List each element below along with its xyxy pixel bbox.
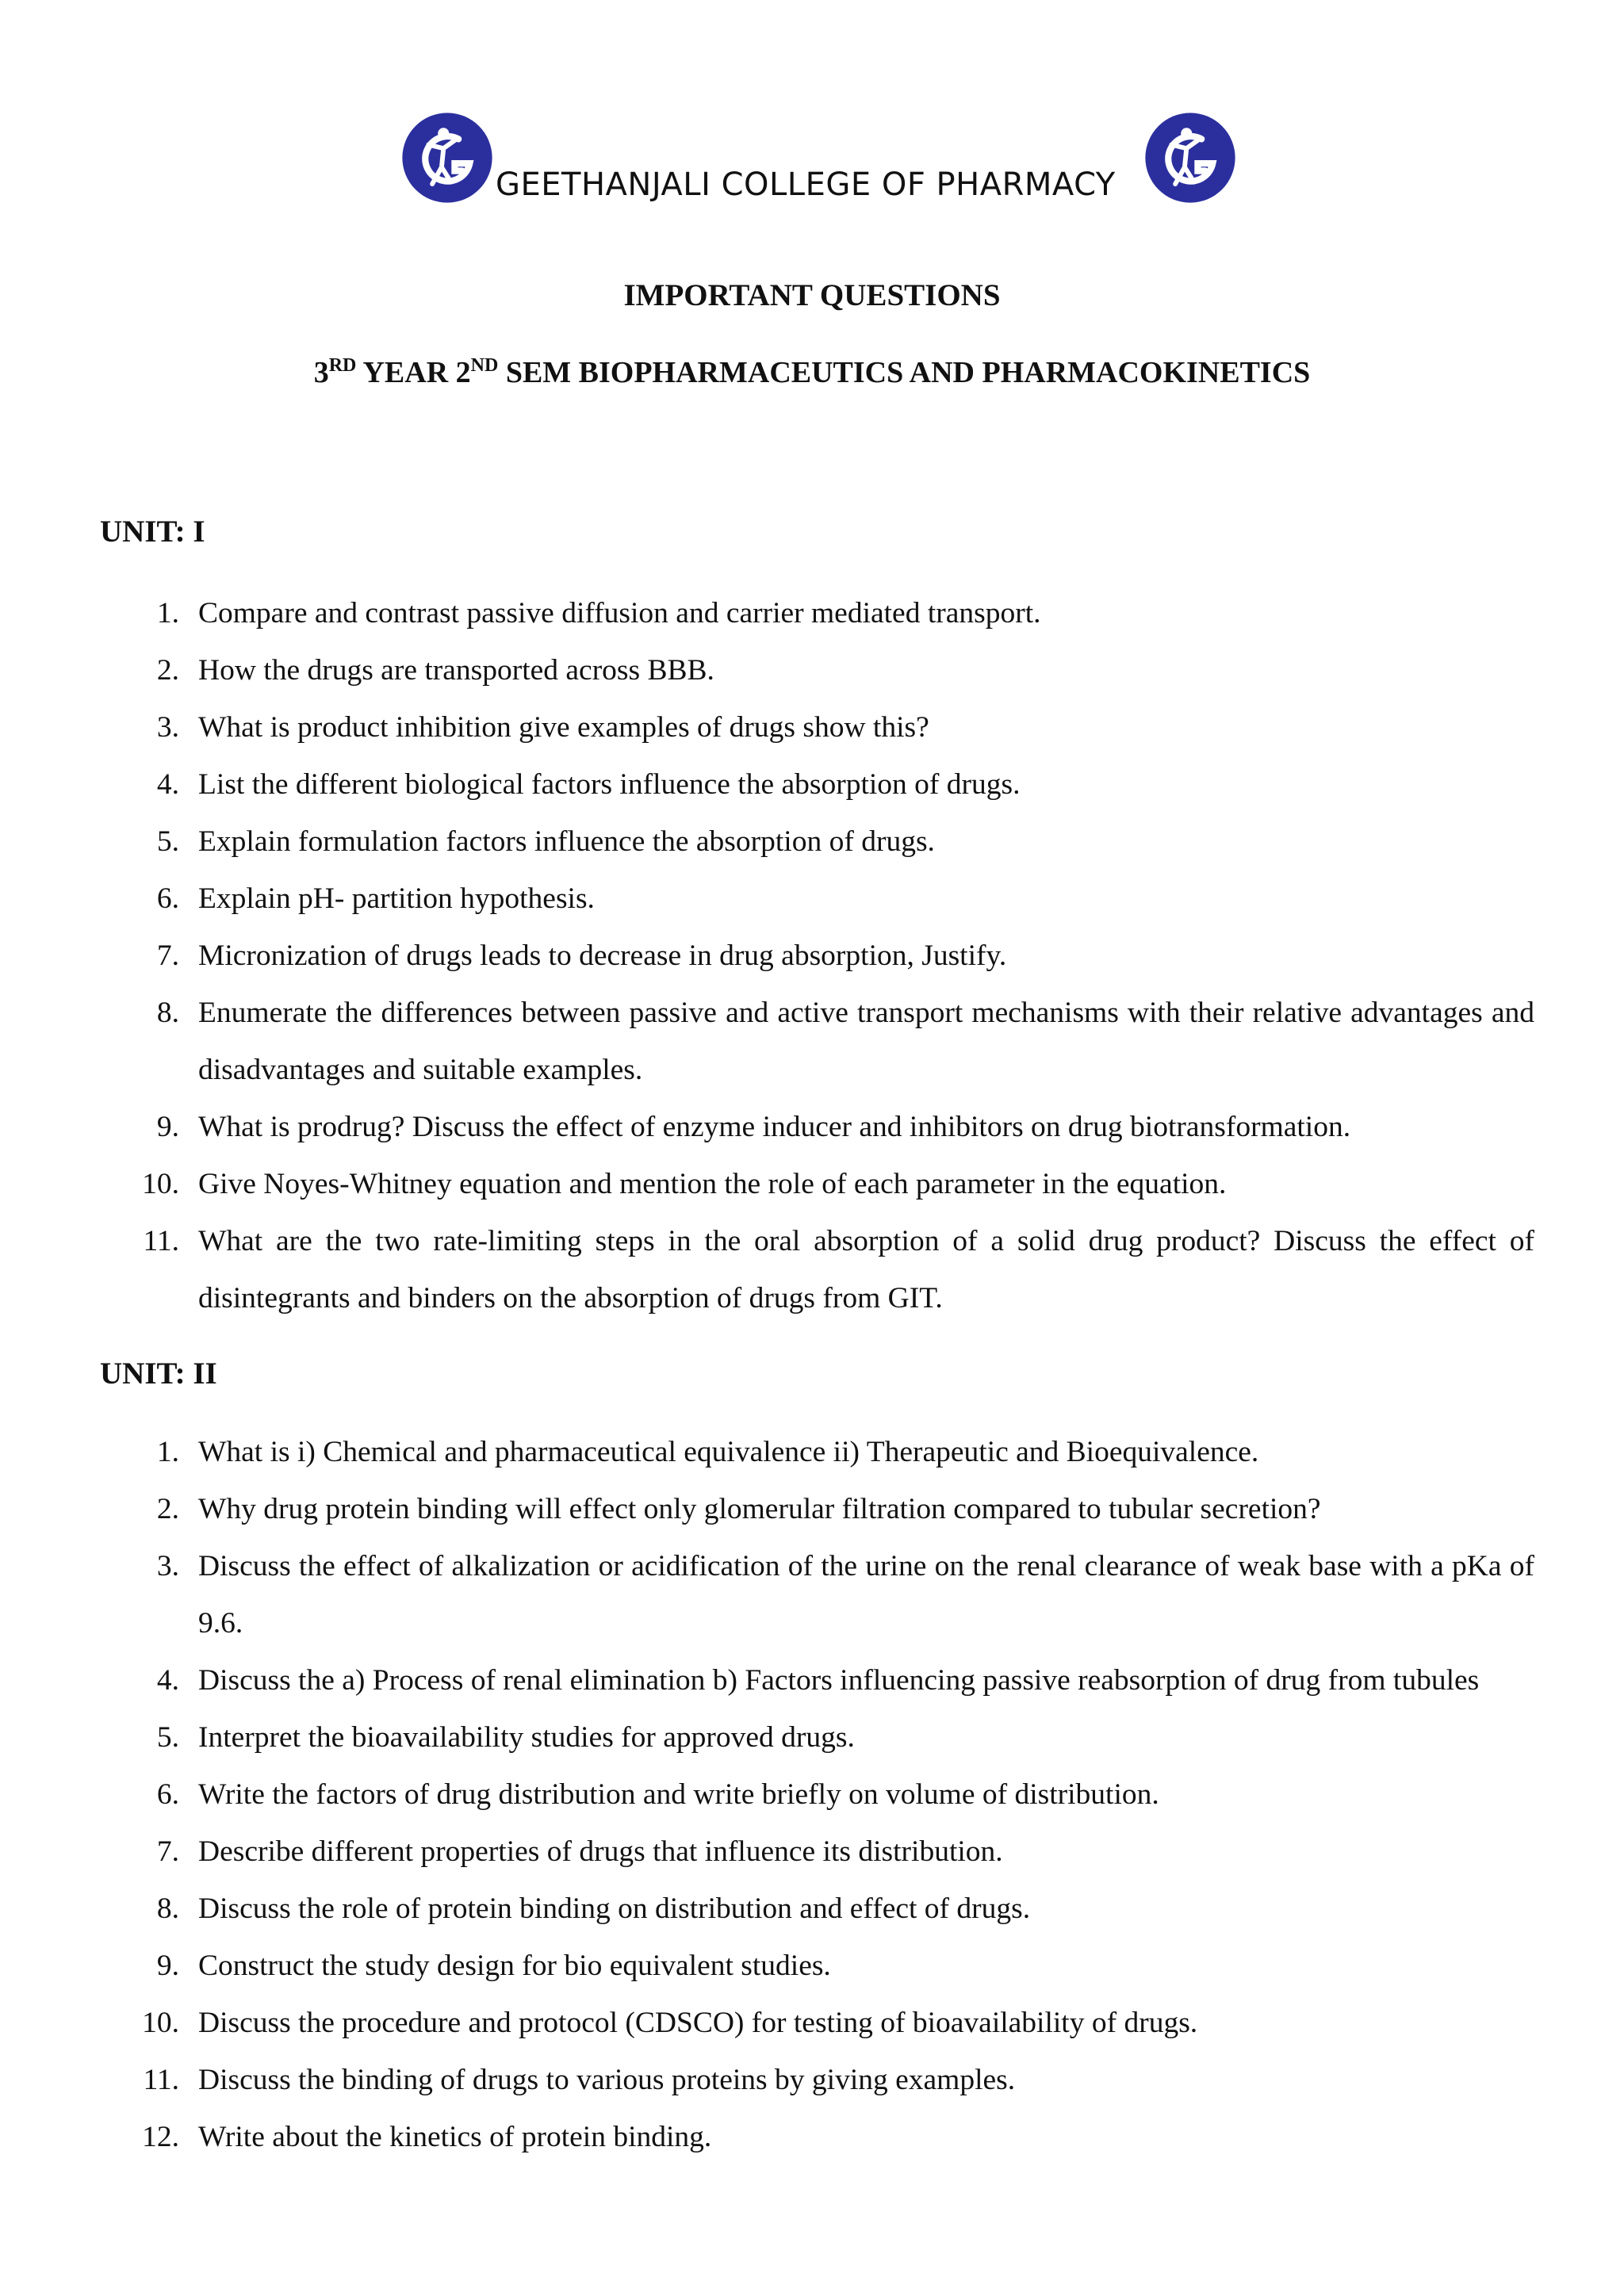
question-item [0, 2109, 1624, 2166]
question-item [0, 1938, 1624, 1995]
question-text: Explain formulation factors influence the absorption of drugs. [198, 825, 935, 858]
question-number: 12. [142, 2121, 179, 2153]
question-item [0, 1995, 1624, 2052]
question-text: Enumerate the differences between passive and active transport mechanisms with their relative advantages and disadvantages and suitable examples. [198, 997, 1534, 1086]
question-text: Discuss the binding of drugs to various proteins by giving examples. [198, 2064, 1016, 2096]
question-number: 3. [156, 1550, 179, 1582]
page-header [0, 111, 1624, 222]
question-text: Give Noyes-Whitney equation and mention the role of each parameter in the equation. [198, 1168, 1227, 1200]
question-item [0, 1213, 1624, 1327]
gcp-logo-icon [400, 111, 494, 205]
question-number: 2. [156, 1493, 179, 1525]
question-text: What is i) Chemical and pharmaceutical equivalence ii) Therapeutic and Bioequivalence. [198, 1436, 1259, 1468]
question-text: Describe different properties of drugs that influence its distribution. [198, 1835, 1003, 1868]
question-item [0, 1481, 1624, 1538]
question-number: 2. [156, 654, 179, 687]
document-title: IMPORTANT QUESTIONS [623, 278, 1001, 312]
question-text: List the different biological factors influence the absorption of drugs. [198, 768, 1021, 801]
question-item [0, 1881, 1624, 1938]
year-suffix: RD [328, 355, 357, 376]
question-number: 3. [156, 711, 179, 744]
question-item [0, 1099, 1624, 1156]
question-item [0, 871, 1624, 928]
question-item [0, 1766, 1624, 1823]
question-item [0, 1424, 1624, 1481]
question-text: Why drug protein binding will effect only glomerular filtration compared to tubular secretion? [198, 1493, 1321, 1525]
question-number: 1. [156, 1436, 179, 1468]
subject-name: SEM BIOPHARMACEUTICS AND PHARMACOKINETICS [498, 356, 1311, 389]
year-number: 3 [313, 356, 329, 389]
question-text: Write about the kinetics of protein binding. [198, 2121, 712, 2153]
question-item [0, 1823, 1624, 1881]
question-list-unit-1 [0, 585, 1624, 1327]
question-item [0, 813, 1624, 871]
question-text: Construct the study design for bio equivalent studies. [198, 1950, 831, 1982]
question-number: 1. [156, 597, 179, 629]
college-name: GEETHANJALI COLLEGE OF PHARMACY [496, 166, 1116, 203]
question-number: 5. [156, 1721, 179, 1754]
question-number: 10. [142, 1168, 179, 1200]
question-text: What are the two rate-limiting steps in the oral absorption of a solid drug product? Discuss the effect of disintegrants and binders on the absorption of drugs from GIT. [198, 1225, 1534, 1314]
question-number: 4. [156, 768, 179, 801]
question-text: Discuss the role of protein binding on distribution and effect of drugs. [198, 1892, 1031, 1925]
question-text: Discuss the procedure and protocol (CDSCO) for testing of bioavailability of drugs. [198, 2007, 1198, 2039]
question-number: 11. [143, 2064, 179, 2096]
question-number: 4. [156, 1664, 179, 1697]
question-number: 6. [156, 882, 179, 915]
question-item [0, 2052, 1624, 2109]
question-number: 11. [143, 1225, 179, 1257]
year-word: YEAR 2 [356, 356, 471, 389]
unit-heading: UNIT: I [100, 515, 205, 549]
question-number: 5. [156, 825, 179, 858]
question-text: Interpret the bioavailability studies for approved drugs. [198, 1721, 855, 1754]
question-text: What is product inhibition give examples of drugs show this? [198, 711, 929, 744]
question-number: 8. [156, 1892, 179, 1925]
question-item [0, 642, 1624, 699]
gcp-logo-icon [1143, 111, 1237, 205]
question-number: 9. [156, 1111, 179, 1143]
document-subtitle [0, 355, 1624, 390]
question-item [0, 756, 1624, 813]
question-text: Write the factors of drug distribution and write briefly on volume of distribution. [198, 1778, 1159, 1811]
question-text: Discuss the effect of alkalization or acidification of the urine on the renal clearance of weak base with a pKa of 9.6. [198, 1550, 1534, 1640]
question-item [0, 699, 1624, 756]
question-item [0, 985, 1624, 1099]
question-item [0, 1538, 1624, 1652]
question-item [0, 928, 1624, 985]
question-number: 6. [156, 1778, 179, 1811]
question-text: Discuss the a) Process of renal elimination b) Factors influencing passive reabsorption of drug from tubules [198, 1664, 1480, 1697]
question-number: 8. [156, 997, 179, 1029]
question-item [0, 1709, 1624, 1766]
question-list-unit-2 [0, 1424, 1624, 2166]
sem-suffix: ND [470, 355, 499, 376]
question-text: Micronization of drugs leads to decrease in drug absorption, Justify. [198, 939, 1007, 972]
question-text: What is prodrug? Discuss the effect of enzyme inducer and inhibitors on drug biotransformation. [198, 1111, 1351, 1143]
question-number: 7. [156, 1835, 179, 1868]
question-number: 7. [156, 939, 179, 972]
question-text: How the drugs are transported across BBB. [198, 654, 714, 687]
question-text: Explain pH- partition hypothesis. [198, 882, 595, 915]
question-item [0, 1652, 1624, 1709]
question-item [0, 1156, 1624, 1213]
question-text: Compare and contrast passive diffusion and carrier mediated transport. [198, 597, 1041, 629]
unit-heading: UNIT: II [100, 1357, 217, 1391]
question-number: 10. [142, 2007, 179, 2039]
question-number: 9. [156, 1950, 179, 1982]
question-item [0, 585, 1624, 642]
